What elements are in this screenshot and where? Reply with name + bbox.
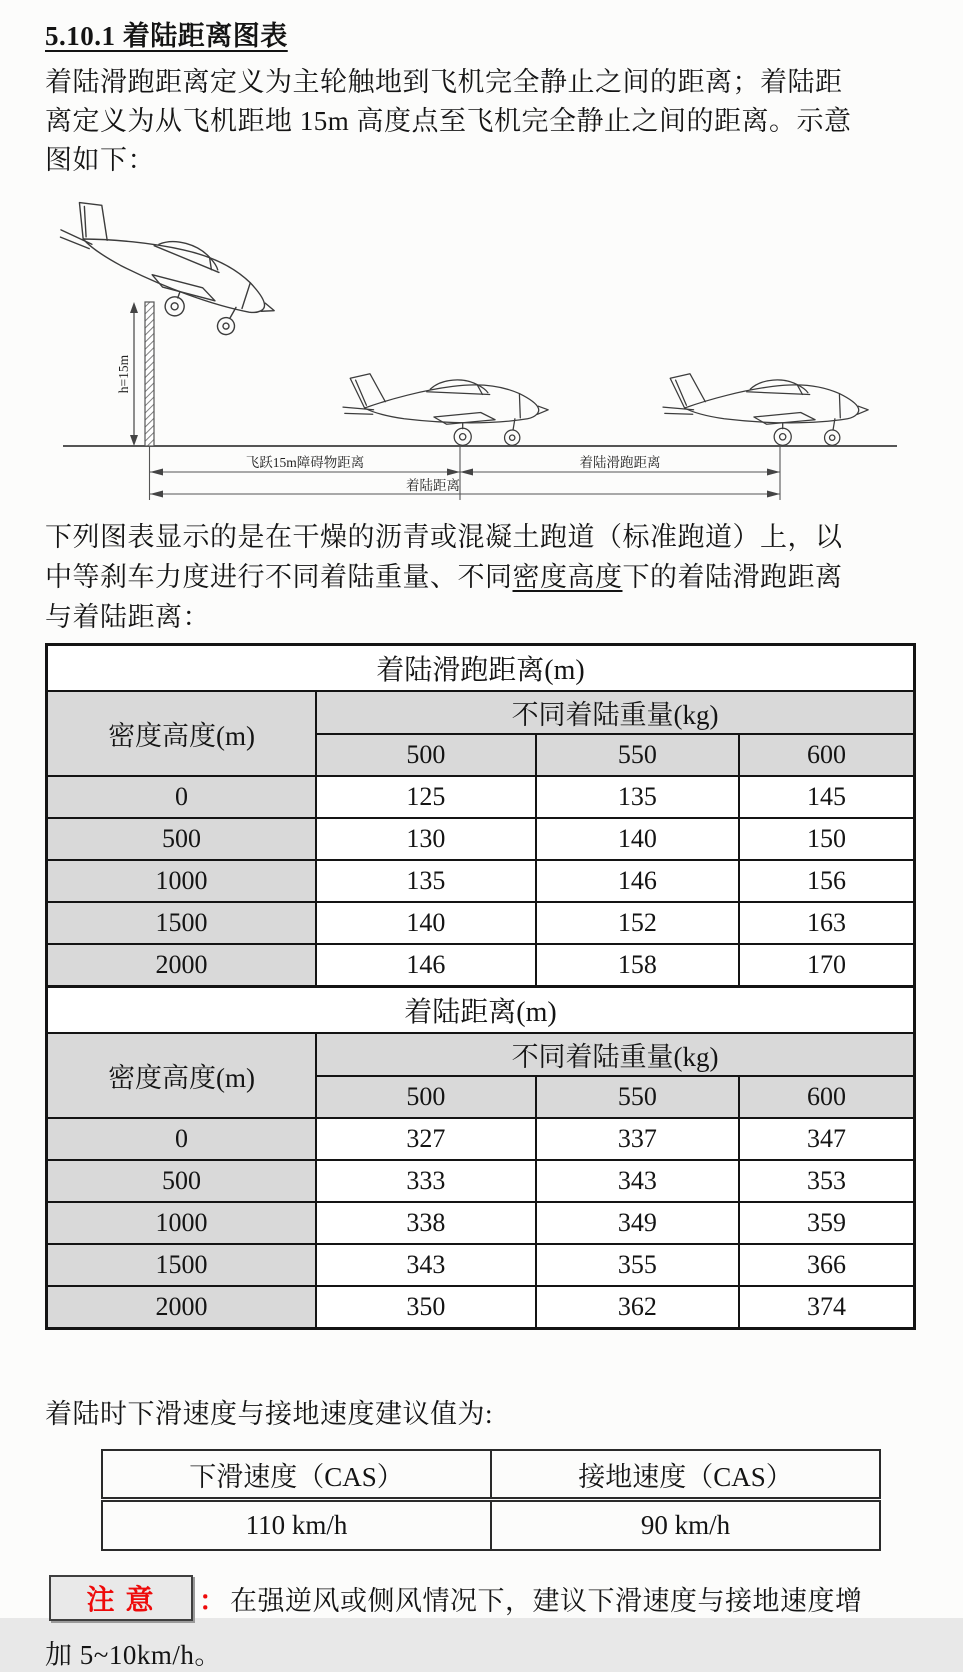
- paragraph-line: 下列图表显示的是在干燥的沥青或混凝土跑道（标准跑道）上，以: [45, 522, 843, 552]
- distance-cell: 362: [536, 1286, 739, 1329]
- density-altitude-cell: 1500: [47, 1244, 317, 1286]
- caution-badge: 注 意: [49, 1575, 193, 1621]
- distance-cell: 170: [739, 944, 914, 987]
- distance-cell: 152: [536, 902, 739, 944]
- intro-paragraph: [45, 63, 923, 180]
- distance-cell: 140: [316, 902, 536, 944]
- glide-speed-header: 下滑速度（CAS）: [102, 1450, 491, 1500]
- landing-distance-table: [45, 643, 916, 1330]
- distance-cell: 163: [739, 902, 914, 944]
- distance-cell: 338: [316, 1202, 536, 1244]
- paragraph-line: 与着陆距离：: [45, 602, 210, 632]
- landing-diagram: [35, 190, 923, 515]
- distance-cell: 130: [316, 818, 536, 860]
- distance-cell: 337: [536, 1118, 739, 1160]
- aircraft-touchdown-icon: [343, 374, 548, 446]
- paragraph-line: 着陆滑跑距离定义为主轮触地到飞机完全静止之间的距离；着陆距: [45, 67, 843, 97]
- distance-cell: 125: [316, 776, 536, 818]
- distance-cell: 350: [316, 1286, 536, 1329]
- distance-cell: 374: [739, 1286, 914, 1329]
- weight-column-header: 600: [739, 734, 914, 776]
- density-altitude-cell: 1000: [47, 1202, 317, 1244]
- distance-cell: 145: [739, 776, 914, 818]
- paragraph-line: 中等刹车力度进行不同着陆重量、不同密度高度下的着陆滑跑距离: [45, 562, 843, 592]
- underlined-term: 密度高度: [512, 562, 623, 592]
- distance-cell: 355: [536, 1244, 739, 1286]
- density-altitude-cell: 500: [47, 818, 317, 860]
- distance-cell: 359: [739, 1202, 914, 1244]
- weight-group-header: 不同着陆重量(kg): [316, 691, 914, 734]
- paragraph-line: 离定义为从飞机距地 15m 高度点至飞机完全静止之间的距离。示意: [45, 106, 852, 136]
- weight-column-header: 500: [316, 734, 536, 776]
- paragraph-line: 图如下：: [45, 145, 155, 175]
- landing-section-title: 着陆距离(m): [47, 987, 915, 1034]
- distance-cell: 366: [739, 1244, 914, 1286]
- weight-column-header: 600: [739, 1076, 914, 1118]
- table-row: [47, 1118, 915, 1160]
- distance-cell: 146: [536, 860, 739, 902]
- density-altitude-header: 密度高度(m): [47, 691, 317, 776]
- weight-column-header: 550: [536, 734, 739, 776]
- density-altitude-cell: 0: [47, 776, 317, 818]
- obstacle-pole: [145, 302, 154, 446]
- landing-distance-label: 着陆距离: [406, 478, 460, 493]
- distance-cell: 156: [739, 860, 914, 902]
- touchdown-speed-value: 90 km/h: [491, 1500, 880, 1551]
- distance-cell: 158: [536, 944, 739, 987]
- table-row: [47, 944, 915, 987]
- table-row: [47, 1244, 915, 1286]
- landing-diagram-svg: [35, 190, 925, 510]
- density-altitude-cell: 0: [47, 1118, 317, 1160]
- touchdown-speed-header: 接地速度（CAS）: [491, 1450, 880, 1500]
- distance-cell: 349: [536, 1202, 739, 1244]
- caution-colon: ：: [199, 1585, 226, 1616]
- distance-cell: 327: [316, 1118, 536, 1160]
- density-altitude-cell: 1500: [47, 902, 317, 944]
- distance-cell: 343: [316, 1244, 536, 1286]
- caution-text-line1: 在强逆风或侧风情况下，建议下滑速度与接地速度增: [230, 1585, 863, 1616]
- distance-cell: 343: [536, 1160, 739, 1202]
- table-row: [47, 818, 915, 860]
- distance-cell: 135: [316, 860, 536, 902]
- distance-cell: 347: [739, 1118, 914, 1160]
- approach-speed-table: [101, 1449, 881, 1551]
- section-title: 5.10.1 着陆距离图表: [45, 21, 288, 51]
- distance-cell: 150: [739, 818, 914, 860]
- obstacle-distance-label: 飞跃15m障碍物距离: [245, 455, 365, 470]
- density-altitude-cell: 2000: [47, 944, 317, 987]
- table-row: [47, 860, 915, 902]
- table-row: [47, 776, 915, 818]
- distance-cell: 146: [316, 944, 536, 987]
- table-row: [47, 902, 915, 944]
- density-altitude-header: 密度高度(m): [47, 1033, 317, 1118]
- distance-cell: 353: [739, 1160, 914, 1202]
- caution-text-line2: 加 5~10km/h。: [45, 1640, 222, 1670]
- tables-intro-paragraph: [45, 517, 923, 637]
- aircraft-descending-icon: [46, 195, 287, 348]
- table-row: [47, 1286, 915, 1329]
- distance-cell: 140: [536, 818, 739, 860]
- density-altitude-cell: 2000: [47, 1286, 317, 1329]
- distance-cell: 333: [316, 1160, 536, 1202]
- caution-note: [45, 1575, 923, 1621]
- speed-table-intro: 着陆时下滑速度与接地速度建议值为:: [45, 1399, 494, 1429]
- table-row: [47, 1202, 915, 1244]
- table-row: [47, 1160, 915, 1202]
- weight-group-header: 不同着陆重量(kg): [316, 1033, 914, 1076]
- aircraft-stopped-icon: [663, 374, 868, 446]
- glide-speed-value: 110 km/h: [245, 1510, 348, 1540]
- weight-column-header: 500: [316, 1076, 536, 1118]
- density-altitude-cell: 1000: [47, 860, 317, 902]
- ground-roll-section-title: 着陆滑跑距离(m): [47, 645, 915, 692]
- weight-column-header: 550: [536, 1076, 739, 1118]
- ground-roll-label: 着陆滑跑距离: [579, 455, 661, 470]
- distance-cell: 135: [536, 776, 739, 818]
- density-altitude-cell: 500: [47, 1160, 317, 1202]
- obstacle-height-label: h=15m: [116, 354, 131, 394]
